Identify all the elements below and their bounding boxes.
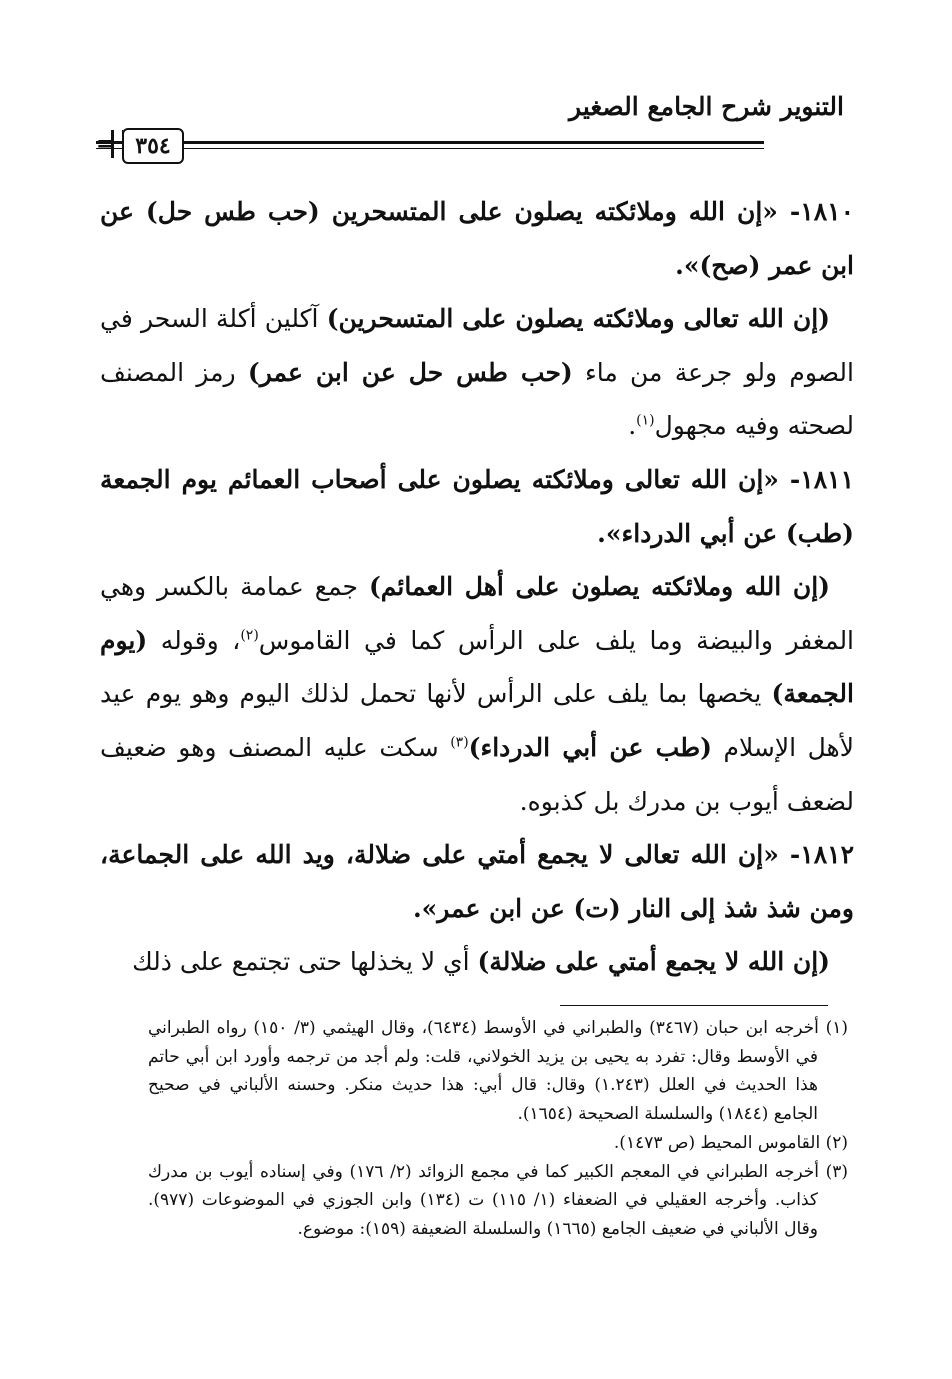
commentary-source: (حب طس حل عن ابن عمر): [247, 357, 573, 387]
commentary-1811: [100, 560, 854, 828]
footnote-ref-2[interactable]: (٢): [240, 627, 259, 644]
commentary-1812: [100, 935, 854, 989]
hadith-1810: ١٨١٠- «إن الله وملائكته يصلون على المتسحرين (حب طس حل) عن ابن عمر (صح)».: [100, 197, 854, 280]
commentary-quote: (إن الله تعالى وملائكته يصلون على المتسحرين): [326, 304, 830, 334]
footnote-1: (١) أخرجه ابن حبان (٣٤٦٧) والطبراني في الأوسط (٦٤٣٤)، وقال الهيثمي (٣/ ١٥٠) رواه الطبراني في الأوسط وقال: تفرد به يحيى بن يزيد الخولاني، قلت: ولم أجد من ترجمه وأورد ابن أبي حاتم هذا الحديث في العلل (١.٢٤٣) وقال: قال أبي: هذا حديث منكر. وحسنه الألباني في صحيح الجامع (١٨٤٤) والسلسلة الصحيحة (١٦٥٤).: [148, 1018, 848, 1125]
commentary-text: جمع عمامة بالكسر وهي المغفر والبيضة وما يلف على الرأس كما في القاموس: [100, 572, 855, 655]
commentary-text: .: [628, 411, 637, 441]
page-number-text: ٣٥٤: [135, 133, 171, 159]
commentary-quote: (يوم الجمعة): [100, 625, 854, 709]
header-rule-thick: [96, 141, 764, 144]
hadith-1812: ١٨١٢- «إن الله تعالى لا يجمع أمتي على ضلالة، ويد الله على الجماعة، ومن شذ شذ إلى النار (ت) عن ابن عمر».: [100, 840, 854, 923]
commentary-source: (طب عن أبي الدرداء): [468, 732, 712, 762]
footnote-3: (٣) أخرجه الطبراني في المعجم الكبير كما في مجمع الزوائد (٢/ ١٧٦) وفي إسناده أيوب بن مدرك كذاب. وأخرجه العقيلي في الضعفاء (١/ ١١٥) ت (١٣٤) وابن الجوزي في الموضوعات (٩٧٧). وقال الألباني في ضعيف الجامع (١٦٦٥) والسلسلة الضعيفة (١٥٩): موضوع.: [148, 1161, 848, 1239]
commentary-quote: (إن الله لا يجمع أمتي على ضلالة): [477, 947, 830, 977]
hadith-1811: ١٨١١- «إن الله تعالى وملائكته يصلون على أصحاب العمائم يوم الجمعة (طب) عن أبي الدرداء».: [100, 464, 854, 548]
commentary-text: يخصها بما يلف على الرأس لأنها تحمل لذلك اليوم وهو يوم عيد لأهل الإسلام: [100, 679, 854, 762]
footnote-separator: [560, 1005, 828, 1006]
main-text: [100, 185, 854, 989]
footnotes: [148, 1014, 848, 1244]
commentary-text: ، وقوله: [147, 625, 241, 655]
commentary-text: آكلين أكلة السحر في الصوم ولو جرعة من ماء: [100, 304, 854, 387]
page-marker: =: [96, 131, 115, 157]
commentary-quote: (إن الله وملائكته يصلون على أهل العمائم): [368, 572, 830, 602]
header-rule-thin: [96, 148, 764, 149]
footnote-ref-3[interactable]: (٣): [450, 734, 469, 751]
page-number: [122, 128, 184, 164]
commentary-text: أي لا يخذلها حتى تجتمع على ذلك: [132, 947, 478, 977]
running-title: التنوير شرح الجامع الصغير: [569, 92, 844, 121]
commentary-1810: [100, 292, 854, 453]
commentary-text: رمز المصنف لصحته وفيه مجهول: [100, 357, 854, 441]
footnote-2: (٢) القاموس المحيط (ص ١٤٧٣).: [613, 1132, 848, 1153]
commentary-text: سكت عليه المصنف وهو ضعيف لضعف أيوب بن مدرك بل كذبوه.: [100, 732, 854, 816]
footnote-ref-1[interactable]: (١): [636, 413, 655, 430]
